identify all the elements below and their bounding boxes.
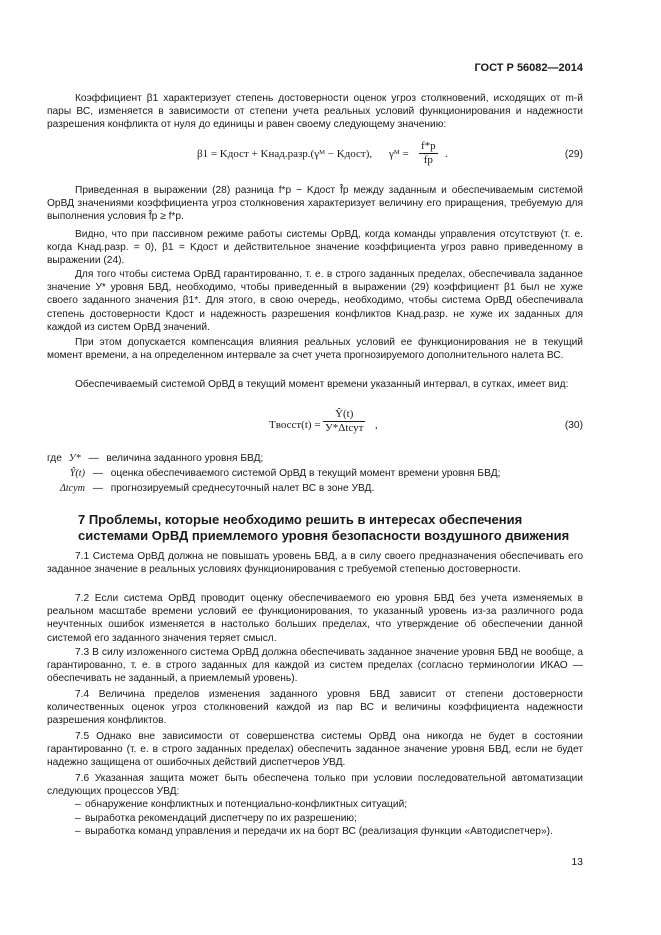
paragraph-text: 7.3 В силу изложенного система ОрВД должна обеспечивать заданное значение уровня БВД не вообще, а гарантированно, т. е. в строго заданных для каждой из систем пределах (согласно терминологии ИКАО — обеспечивать не заданный, а приемлемый уровень). (47, 647, 583, 685)
formula-30-fraction (323, 408, 365, 435)
where-description: величина заданного уровня БВД; (106, 453, 264, 464)
formula-29-fraction (419, 140, 438, 167)
paragraph-text: 7.2 Если система ОрВД проводит оценку обеспечиваемого ею уровня БВД без учета изменяемых в реальном масштабе времени условий ее функционирования, то указанный уровень из-за различного рода неучтенных ошибок изменяется в настолько больших пределах, что утверждение об обеспечении данной системой его заданного значения теряет смысл. (47, 593, 583, 644)
where-dash: — (92, 468, 103, 479)
section-7-heading: 7 Проблемы, которые необходимо решить в интересах обеспечения системами ОрВД приемлемого уровня безопасности воздушного движения (78, 512, 570, 543)
paragraph-guarantee (47, 268, 583, 334)
fraction-denominator: У*Δtсут (325, 422, 364, 435)
where-symbol: Ŷ(t) (69, 468, 85, 479)
where-description: прогнозируемый среднесуточный налет ВС в зоне УВД. (110, 483, 375, 494)
paragraph-text: 7.6 Указанная защита может быть обеспечена только при условии последовательной автоматизации следующих процессов УВД: (47, 773, 583, 798)
where-row (47, 482, 583, 497)
formula-29-tail: . (445, 148, 448, 160)
standard-header: ГОСТ Р 56082—2014 (474, 62, 583, 74)
clause-7-1 (47, 550, 583, 576)
page-number: 13 (571, 856, 583, 868)
paragraph-text: 7.4 Величина пределов изменения заданного уровня БВД зависит от степени достоверности количественных оценок угроз столкновений каждой из пар ВС и величины коэффициента надежности разрешения конфликтов. (47, 689, 583, 727)
clause-7-2 (47, 592, 583, 645)
bullet-mark: – (75, 812, 81, 824)
where-dash: — (88, 453, 99, 464)
clause-7-3 (47, 646, 583, 686)
formula-30 (47, 408, 583, 448)
paragraph-beta1 (47, 92, 583, 132)
bullet-mark: – (75, 799, 81, 811)
paragraph-text: Для того чтобы система ОрВД гарантированно, т. е. в строго заданных пределах, обеспечивала заданное значение У* уровня БВД, необходимо, чтобы приведенный в выражении (29) коэффициент β1 был не хуже своего заданного значения β1*. Для этого, в свою очередь, необходимо, чтобы система ОрВД обеспечивала степень достоверности Kдост и надежность разрешения конфликтов Kнад.разр. не хуже их заданных для каждой из систем ОрВД значений. (47, 269, 583, 333)
formula-29-expression: β1 = Kдост + Kнад.разр.(γᴹ − Kдост), (197, 148, 373, 160)
where-row (47, 467, 583, 482)
where-row (47, 452, 583, 467)
paragraph-text: Приведенная в выражении (28) разница f*p − Kдост f̂p между заданным и обеспечиваемым системой ОрВД значениями коэффициента угроз столкновения характеризует величину его приращения, требуемую для выполнения условия f̂p ≥ f*p. (47, 185, 583, 223)
paragraph-compensation (47, 336, 583, 362)
formula-30-tail: , (375, 419, 378, 431)
formula-30-lhs: Tвосст(t) = (269, 419, 321, 431)
list-item-text: выработка рекомендаций диспетчеру по их разрешению; (85, 812, 357, 824)
where-label: где (47, 453, 62, 464)
clause-7-4 (47, 688, 583, 728)
where-symbol: У* (68, 453, 81, 464)
where-list (47, 452, 583, 497)
paragraph-text: При этом допускается компенсация влияния реальных условий ее функционирования не в текущий момент времени, а на определенном интервале за счет учета прогнозируемого дополнительного налета ВС. (47, 337, 583, 362)
paragraph-difference (47, 184, 583, 224)
paragraph-passive (47, 228, 583, 268)
fraction-numerator: Ŷ(t) (323, 408, 365, 422)
bullet-mark: – (75, 825, 81, 837)
clause-7-5 (47, 730, 583, 770)
list-item (47, 812, 583, 825)
where-dash: — (92, 483, 103, 494)
paragraph-text: Коэффициент β1 характеризует степень достоверности оценок угроз столкновений, исходящих от m-й пары ВС, изменяется в зависимости от степени учета реальных условий функционирования и надежности разрешения конфликта от нуля до единицы и равен своему следующему значению: (47, 93, 583, 131)
formula-29-number: (29) (564, 149, 583, 160)
list-item-text: обнаружение конфликтных и потенциально-конфликтных ситуаций; (85, 799, 408, 811)
formula-29-gamma: γᴹ = (389, 148, 409, 160)
fraction-numerator: f*p (419, 140, 438, 154)
clause-7-6 (47, 772, 583, 838)
where-symbol: Δtсут (59, 483, 85, 494)
formula-29 (47, 140, 583, 180)
formula-30-number: (30) (564, 420, 583, 431)
paragraph-interval (47, 378, 583, 391)
paragraph-text: 7.5 Однако вне зависимости от совершенства системы ОрВД она никогда не будет в состоянии гарантированно (т. е. в строго заданных пределах) обеспечить заданное значение уровня БВД, если не будет надежно защищена от ошибочных действий диспетчеров УВД. (47, 731, 583, 769)
list-item (47, 798, 583, 811)
list-item (47, 825, 583, 838)
list-item-text: выработка команд управления и передачи их на борт ВС (реализация функции «Автодиспетчер»). (85, 825, 553, 837)
paragraph-text: 7.1 Система ОрВД должна не повышать уровень БВД, а в силу своего предназначения обеспечивать его заданное значение в реальных условиях функционирования с требуемой степенью достоверности. (47, 551, 583, 576)
paragraph-text: Видно, что при пассивном режиме работы системы ОрВД, когда команды управления отсутствуют (т. е. когда Kнад.разр. = 0), β1 = Kдост и действительное значение коэффициента угроз равно приведенному в выражении (24). (47, 229, 583, 267)
where-description: оценка обеспечиваемого системой ОрВД в текущий момент времени уровня БВД; (110, 468, 501, 479)
fraction-denominator: f̂p (423, 154, 433, 167)
paragraph-text: Обеспечиваемый системой ОрВД в текущий момент времени указанный интервал, в сутках, имеет вид: (75, 379, 569, 390)
